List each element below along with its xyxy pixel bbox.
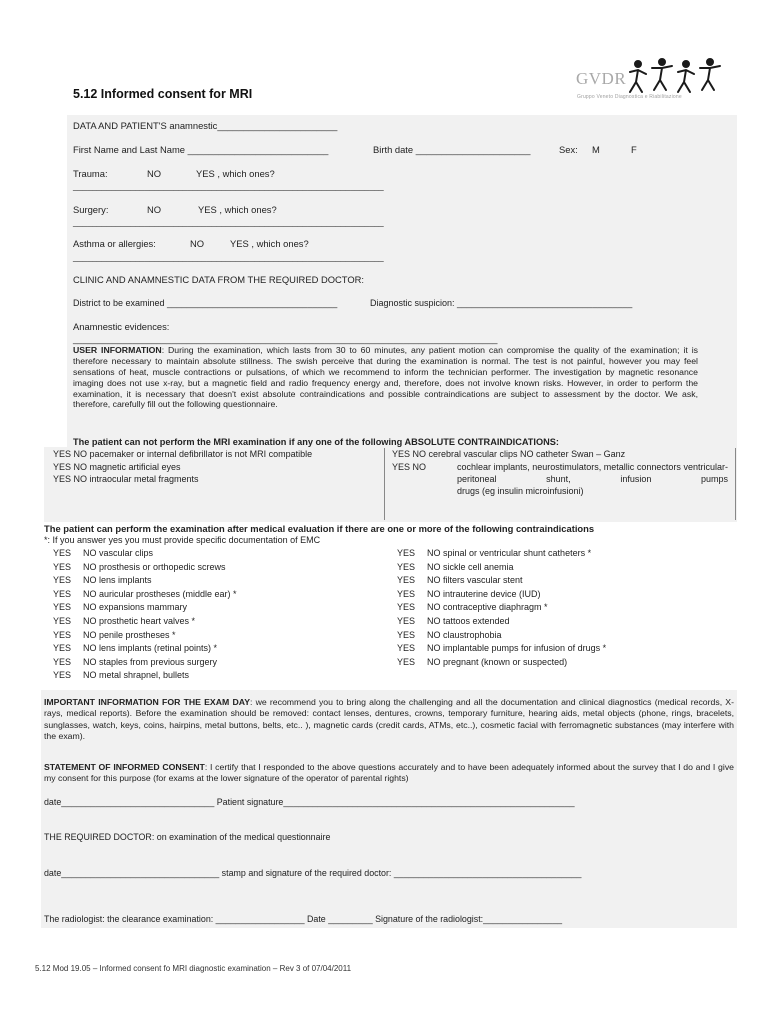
asthma-details-line[interactable]: _________________________________________________________________	[73, 252, 384, 262]
relative-item[interactable]: YES NO pregnant (known or suspected)	[397, 656, 568, 667]
relative-item[interactable]: YES NO expansions mammary	[53, 602, 188, 613]
surgery-label: Surgery:	[73, 204, 109, 215]
relative-item[interactable]: YES NO staples from previous surgery	[53, 656, 218, 667]
anamnestic-evidences-line[interactable]: ______________________________________________________________________________________	[73, 334, 498, 344]
relative-item[interactable]: YES NO intrauterine device (IUD)	[397, 588, 541, 599]
absolute-left-list	[53, 449, 312, 487]
logo-figures-icon	[626, 56, 726, 98]
page-footer: 5.12 Mod 19.05 – Informed consent fo MRI diagnostic examination – Rev 3 of 07/04/2011	[35, 964, 352, 973]
trauma-yes-option[interactable]: YES , which ones?	[196, 168, 275, 179]
page-title: 5.12 Informed consent for MRI	[73, 87, 253, 101]
patient-signature-line[interactable]: date_______________________________ Patient signature___________________________________________________________	[44, 797, 575, 807]
relative-item[interactable]: YES NO metal shrapnel, bullets	[53, 670, 190, 681]
sex-m-option[interactable]: M	[592, 144, 600, 155]
relative-item[interactable]: YES NO sickle cell anemia	[397, 561, 514, 572]
doctor-stamp-signature-line[interactable]: date________________________________ stamp and signature of the required doctor: ______________________________________	[44, 868, 582, 878]
absolute-item-intraocular-fragments[interactable]: YES NO intraocular metal fragments	[53, 474, 199, 484]
emc-note: *: If you answer yes you must provide specific documentation of EMC	[44, 535, 321, 545]
absolute-divider-right	[735, 448, 736, 520]
absolute-item-cochlear-implants[interactable]: cochlear implants, neurostimulators, metallic connectors ventricular-peritoneal shunt, infusion pumps	[457, 462, 728, 484]
required-doctor-label: THE REQUIRED DOCTOR: on examination of the medical questionnaire	[44, 832, 331, 842]
important-information-label: IMPORTANT INFORMATION FOR THE EXAM DAY	[44, 697, 250, 707]
absolute-item-pacemaker[interactable]: YES NO pacemaker or internal defibrillator is not MRI compatible	[53, 449, 313, 459]
absolute-item-cochlear-options[interactable]: YES NO	[392, 462, 427, 472]
sex-f-option[interactable]: F	[631, 144, 637, 155]
asthma-no-option[interactable]: NO	[190, 238, 205, 249]
relative-right-list	[397, 548, 606, 670]
important-information-text: : we recommend you to bring along the challenging and all the documentation and clinical diagnostics (medical records, X-rays, medical reports). Before the examination should be removed: contact lenses, dentures, crowns, temporary furniture, hearing aids, metal objects (phone, rings, bracelets, sunglasses, watch, keys, coins, hairpins, metal buttons, belts, etc.. ), magnetic cards (credit cards, ATMs, etc..), cosmetic facial with ferromagnetic substances (may interfere with the exam).	[44, 697, 734, 741]
relative-item[interactable]: YES NO contraceptive diaphragm *	[397, 602, 548, 613]
relative-item[interactable]: YES NO implantable pumps for infusion of drugs *	[397, 643, 607, 654]
trauma-label: Trauma:	[73, 168, 108, 179]
trauma-details-line[interactable]: _________________________________________________________________	[73, 181, 384, 191]
informed-consent-statement	[44, 762, 734, 785]
user-information	[73, 345, 698, 410]
logo-text: GVDR	[576, 69, 627, 88]
birth-date-field[interactable]: Birth date ______________________	[373, 144, 531, 155]
patient-data-label: DATA AND PATIENT'S anamnestic_______________________	[73, 120, 338, 131]
district-field[interactable]: District to be examined __________________________________	[73, 298, 338, 308]
statement-label: STATEMENT OF INFORMED CONSENT	[44, 762, 205, 772]
absolute-item-insulin-drugs: drugs (eg insulin microinfusioni)	[457, 486, 584, 496]
sex-label: Sex:	[559, 144, 578, 155]
relative-contraindications-heading: The patient can perform the examination after medical evaluation if there are one or more of the following contraindications	[44, 523, 595, 534]
relative-item[interactable]: YES NO prosthetic heart valves *	[53, 615, 196, 626]
patient-name-field[interactable]: First Name and Last Name ___________________________	[73, 144, 329, 155]
relative-item[interactable]: YES NO prosthesis or orthopedic screws	[53, 561, 226, 572]
absolute-contraindications-heading: The patient can not perform the MRI examination if any one of the following ABSOLUTE CONTRAINDICATIONS:	[73, 437, 559, 447]
relative-item[interactable]: YES NO auricular prostheses (middle ear) *	[53, 588, 237, 599]
clinic-heading: CLINIC AND ANAMNESTIC DATA FROM THE REQUIRED DOCTOR:	[73, 274, 364, 285]
relative-item[interactable]: YES NO filters vascular stent	[397, 575, 523, 586]
user-information-label: USER INFORMATION	[73, 345, 162, 355]
anamnestic-evidences-label: Anamnestic evidences:	[73, 321, 170, 332]
relative-item[interactable]: YES NO lens implants	[53, 575, 152, 586]
surgery-details-line[interactable]: _________________________________________________________________	[73, 217, 384, 227]
diagnostic-suspicion-field[interactable]: Diagnostic suspicion: ___________________________________	[370, 298, 633, 308]
asthma-label: Asthma or allergies:	[73, 238, 156, 249]
relative-left-list	[53, 548, 237, 684]
logo-subtitle: Gruppo Veneto Diagnostica e Riabilitazione	[577, 94, 682, 100]
relative-item[interactable]: YES NO tattoos extended	[397, 615, 510, 626]
surgery-yes-option[interactable]: YES , which ones?	[198, 204, 277, 215]
relative-item[interactable]: YES NO spinal or ventricular shunt catheters *	[397, 548, 592, 558]
relative-item[interactable]: YES NO vascular clips	[53, 548, 154, 558]
statement-text: : I certify that I responded to the above questions accurately and to have been adequately informed about the survey that I do and I give my consent for this purpose (for exams at the lower signature of the operator of parental rights)	[44, 762, 734, 784]
absolute-divider-middle	[384, 448, 385, 520]
trauma-no-option[interactable]: NO	[147, 168, 162, 179]
relative-item[interactable]: YES NO lens implants (retinal points) *	[53, 643, 218, 654]
gvdr-logo	[574, 56, 724, 104]
important-information	[44, 697, 734, 742]
user-information-text: : During the examination, which lasts from 30 to 60 minutes, any patient motion can compromise the quality of the examination; it is therefore necessary to maintain absolute stillness. The swish perceive that during the examination is normal. The test is not painful, however you may feel sensations of heat, muscle contractions or pulsations, of which we recommend to inform the technician performer. The investigation by magnetic resonance imaging does not use x-ray, but a magnetic field and radio frequency energy and, therefore, does not involve known risks. However, in order to perform the examination, it is necessary that doesn't exist absolute contraindications and possible contraindications are subject to assessment by the doctor. We ask, therefore, carefully fill out the following questionnaire.	[73, 345, 698, 410]
asthma-yes-option[interactable]: YES , which ones?	[230, 238, 309, 249]
relative-item[interactable]: YES NO claustrophobia	[397, 629, 502, 640]
absolute-item-magnetic-eyes[interactable]: YES NO magnetic artificial eyes	[53, 461, 181, 472]
absolute-item-vascular-clips[interactable]: YES NO cerebral vascular clips NO catheter Swan – Ganz	[392, 449, 626, 459]
surgery-no-option[interactable]: NO	[147, 204, 162, 215]
radiologist-signature-line[interactable]: The radiologist: the clearance examination: __________________ Date _________ Signature of the radiologist:________________	[44, 914, 563, 924]
relative-item[interactable]: YES NO penile prostheses *	[53, 629, 176, 640]
